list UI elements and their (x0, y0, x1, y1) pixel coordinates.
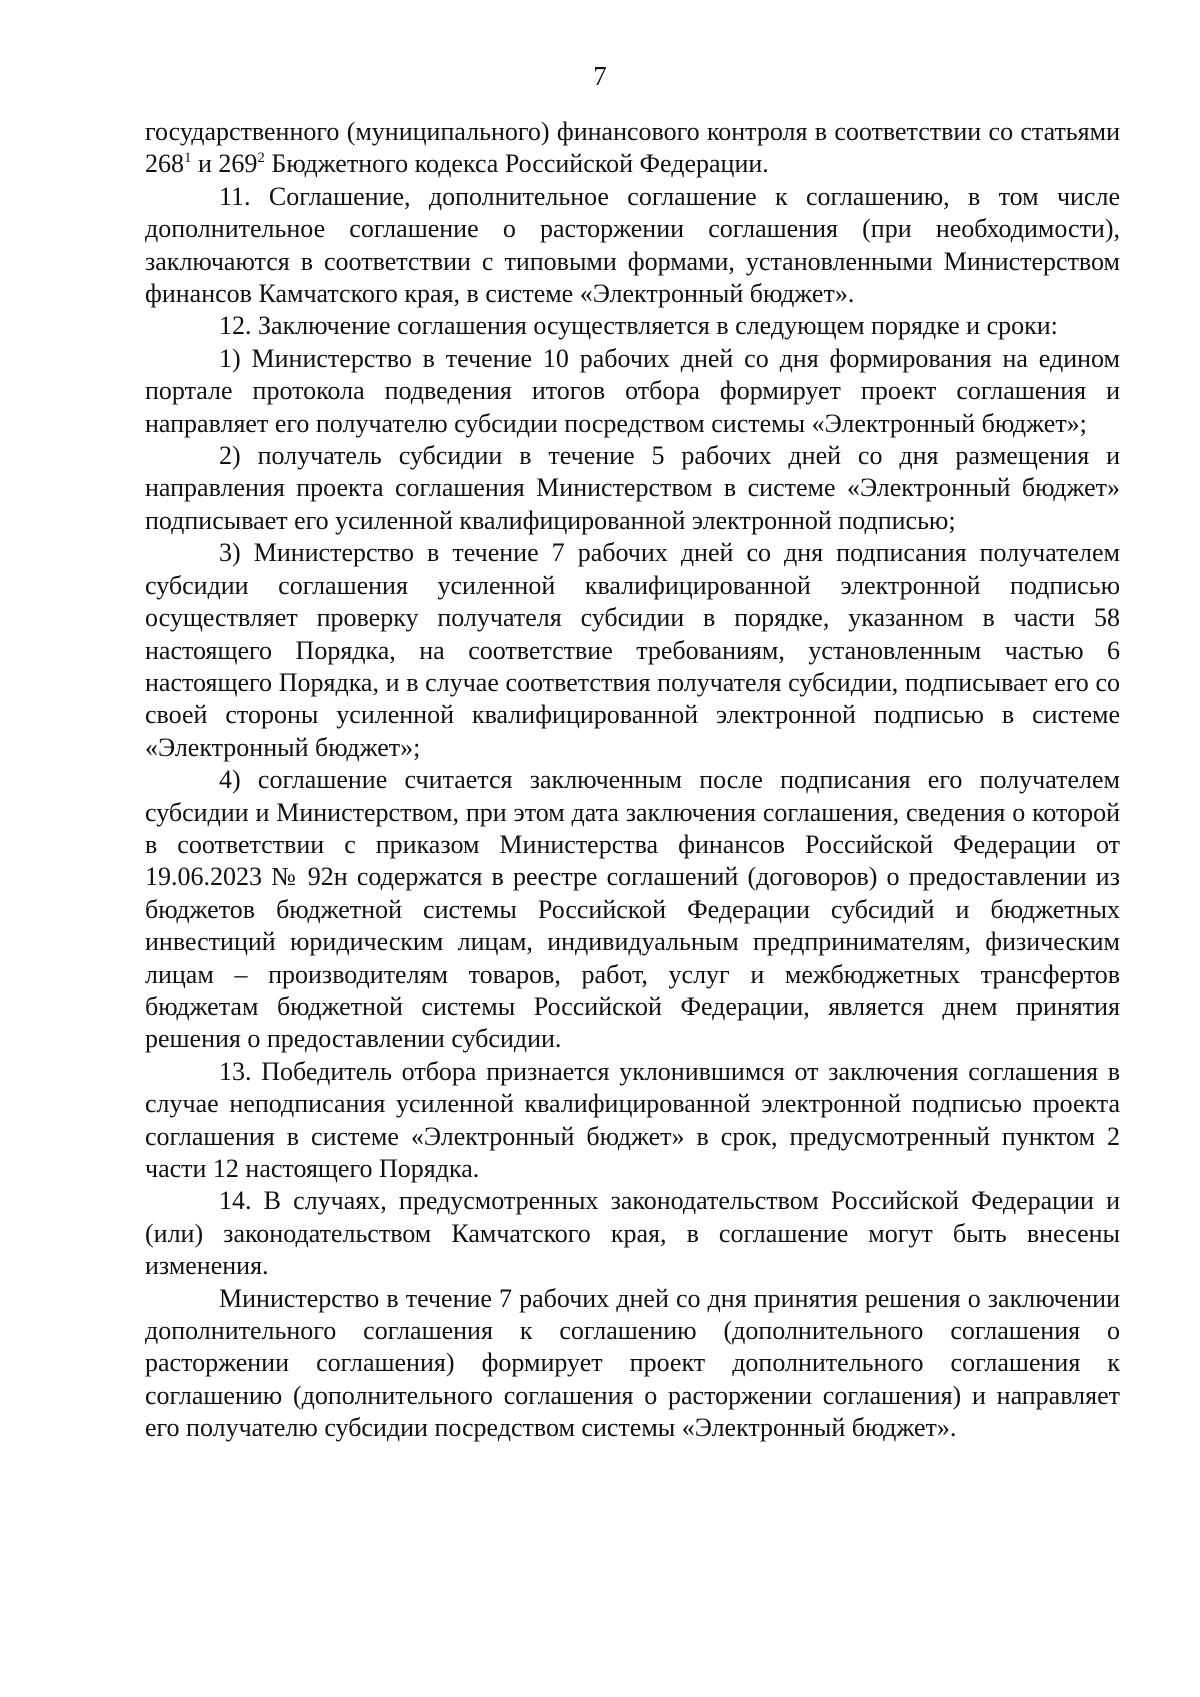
superscript: 1 (184, 149, 192, 166)
paragraph-subitem-2: 2) получатель субсидии в течение 5 рабочих дней со дня размещения и направления проекта соглашения Министерством в системе «Электронный бюджет» подписывает его усиленной квалифицированной электронной подписью; (145, 441, 1120, 535)
page-number: 7 (593, 61, 607, 91)
paragraph-item-14-continued: Министерство в течение 7 рабочих дней со дня принятия решения о заключении дополнительного соглашения к соглашению (дополнительного соглашения о расторжении соглашения) формирует проект дополнительного соглашения к соглашению (дополнительного соглашения о расторжении соглашения) и направляет его получателю субсидии посредством системы «Электронный бюджет». (145, 1283, 1120, 1443)
document-body (145, 116, 1120, 1445)
paragraph-subitem-3: 3) Министерство в течение 7 рабочих дней со дня подписания получателем субсидии соглашения усиленной квалифицированной электронной подписью осуществляет проверку получателя субсидии в порядке, указанном в части 58 настоящего Порядка, на соответствие требованиям, установленным частью 6 настоящего Порядка, и в случае соответствия получателя субсидии, подписывает его со своей стороны усиленной квалифицированной электронной подписью в системе «Электронный бюджет»; (145, 538, 1120, 762)
paragraph-subitem-1: 1) Министерство в течение 10 рабочих дней со дня формирования на едином портале протокола подведения итогов отбора формирует проект соглашения и направляет его получателю субсидии посредством системы «Электронный бюджет»; (145, 343, 1120, 438)
paragraph-item-12: 12. Заключение соглашения осуществляется в следующем порядке и сроки: (219, 311, 1058, 341)
paragraph-continued (145, 116, 1120, 181)
paragraph-text: государственного (муниципального) финансового контроля в соответствии со статьями 268 (145, 117, 1120, 179)
paragraph-text: Бюджетного кодекса Российской Федерации. (264, 149, 769, 179)
paragraph-text: и 269 (191, 149, 258, 179)
paragraph-item-11: 11. Соглашение, дополнительное соглашение к соглашению, в том числе дополнительное соглашение о расторжении соглашения (при необходимости), заключаются в соответствии с типовыми формами, установленными Министерством финансов Камчатского края, в системе «Электронный бюджет». (145, 181, 1120, 309)
superscript: 2 (257, 149, 265, 166)
paragraph-subitem-4: 4) соглашение считается заключенным после подписания его получателем субсидии и Министерством, при этом дата заключения соглашения, сведения о которой в соответствии с приказом Министерства финансов Российской Федерации от 19.06.2023 № 92н содержатся в реестре соглашений (договоров) о предоставлении из бюджетов бюджетной системы Российской Федерации субсидий и бюджетных инвестиций юридическим лицам, индивидуальным предпринимателям, физическим лицам – производителям товаров, работ, услуг и межбюджетных трансфертов бюджетам бюджетной системы Российской Федерации, является днем принятия решения о предоставлении субсидии. (145, 765, 1120, 1054)
paragraph-item-13: 13. Победитель отбора признается уклонившимся от заключения соглашения в случае неподписания усиленной квалифицированной электронной подписью проекта соглашения в системе «Электронный бюджет» в срок, предусмотренный пунктом 2 части 12 настоящего Порядка. (145, 1056, 1120, 1183)
paragraph-item-14: 14. В случаях, предусмотренных законодательством Российской Федерации и (или) законодательством Камчатского края, в соглашение могут быть внесены изменения. (145, 1186, 1120, 1281)
